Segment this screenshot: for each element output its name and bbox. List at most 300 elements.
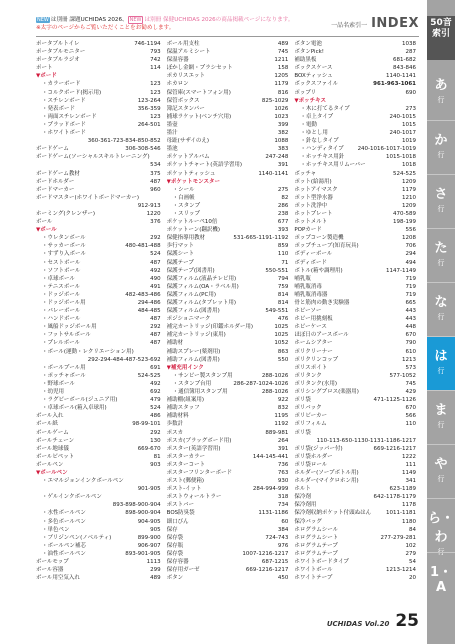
entry-pages: 889-981 bbox=[265, 429, 289, 436]
entry-pages: 904-905 bbox=[137, 518, 161, 525]
sidebar-tab-suffix: 行 bbox=[437, 421, 445, 429]
sidebar-tab-kana: あ bbox=[434, 78, 448, 93]
entry-pages: 961-963-1061 bbox=[373, 81, 417, 88]
sidebar-tab-kana: や bbox=[434, 457, 448, 472]
entry-pages: 724-743 bbox=[265, 534, 289, 541]
entry-pages: 393 bbox=[277, 227, 289, 234]
entry-pages: 976 bbox=[277, 542, 289, 549]
index-entry bbox=[36, 356, 161, 364]
entry-name: ポリ袋(ジッパー付) bbox=[294, 445, 343, 452]
index-title: INDEX bbox=[371, 16, 419, 31]
index-entry bbox=[167, 129, 289, 137]
entry-pages: 292-294-484-487-523-692 bbox=[87, 356, 161, 363]
entry-name: 保湿容器 bbox=[166, 57, 189, 64]
entry-name: 保温アルミシート bbox=[166, 49, 211, 56]
index-entry bbox=[294, 534, 416, 542]
entry-name: ポリタンク bbox=[294, 372, 322, 379]
entry-name: ボディーボール bbox=[294, 251, 333, 258]
index-section-heading bbox=[167, 178, 289, 186]
entry-name: 保存 bbox=[166, 526, 178, 533]
entry-pages: 240-1017 bbox=[389, 130, 417, 137]
index-entry bbox=[36, 299, 161, 307]
entry-pages: 81 bbox=[153, 453, 161, 460]
entry-pages: 279 bbox=[405, 550, 417, 557]
entry-name: 保冷剤収納ポケット付頭ぬはん bbox=[294, 510, 372, 517]
entry-pages: 745 bbox=[277, 49, 289, 56]
entry-pages: 448 bbox=[405, 324, 417, 331]
entry-pages: 794 bbox=[277, 275, 289, 282]
entry-pages: 670 bbox=[405, 405, 417, 412]
entry-name: 細口びん bbox=[166, 518, 189, 525]
entry-name: BOXティッシュ bbox=[294, 73, 333, 80]
entry-name: ・水性ボールペン bbox=[42, 510, 86, 517]
index-entry bbox=[294, 558, 416, 566]
entry-pages: 669-670 bbox=[137, 445, 161, 452]
index-entry bbox=[167, 145, 289, 153]
index-entry bbox=[36, 437, 161, 445]
sidebar-tab-suffix: 行 bbox=[437, 96, 445, 104]
entry-name: 保存瓶 bbox=[166, 542, 184, 549]
index-entry bbox=[36, 113, 161, 121]
index-entry bbox=[167, 534, 289, 542]
entry-name: ポリフィルム bbox=[294, 421, 327, 428]
entry-name: ホログラムテープ bbox=[294, 550, 338, 557]
entry-name: ポリシングプロス(楽器用) bbox=[294, 389, 359, 396]
entry-name: ホビー用挑刻板 bbox=[294, 316, 333, 323]
entry-pages: 825-1029 bbox=[261, 97, 289, 104]
index-entry bbox=[294, 283, 416, 291]
index-section-heading bbox=[36, 226, 161, 234]
index-entry bbox=[36, 404, 161, 412]
entry-pages: 922 bbox=[277, 397, 289, 404]
index-entry bbox=[294, 178, 416, 186]
entry-name: ・卓球ボール(箱入卓球用) bbox=[42, 405, 107, 412]
index-entry bbox=[167, 259, 289, 267]
entry-name: ホカロン bbox=[166, 81, 189, 88]
index-entry bbox=[167, 339, 289, 347]
index-entry bbox=[36, 372, 161, 380]
index-entry bbox=[294, 348, 416, 356]
entry-pages: 1019 bbox=[402, 138, 417, 145]
index-entry bbox=[294, 161, 416, 169]
entry-pages: 287 bbox=[405, 49, 417, 56]
entry-name: ボール地球儀 bbox=[36, 445, 69, 452]
entry-name: ・単色ペン bbox=[42, 526, 70, 533]
index-entry bbox=[167, 493, 289, 501]
entry-name: BOS防臭袋 bbox=[166, 510, 195, 517]
entry-name: ホットメルト bbox=[294, 219, 328, 226]
sidebar-tab[interactable] bbox=[427, 552, 455, 606]
entry-name: ホビーソー bbox=[294, 308, 322, 315]
entry-name: ・フットサルボール bbox=[42, 332, 91, 339]
entry-name: ・電動 bbox=[300, 121, 317, 128]
index-entry bbox=[167, 105, 289, 113]
entry-pages: 566 bbox=[405, 413, 417, 420]
entry-pages: 318 bbox=[277, 494, 289, 501]
index-entry bbox=[167, 404, 289, 412]
entry-pages: 642-1178-1179 bbox=[373, 494, 417, 501]
entry-pages: 375 bbox=[150, 170, 161, 177]
entry-name: ポリ袋 bbox=[294, 429, 311, 436]
entry-name: ・ボールプール用 bbox=[42, 364, 86, 371]
entry-name: 保冷剤 bbox=[294, 494, 311, 501]
entry-pages: 341 bbox=[405, 478, 417, 485]
index-entry bbox=[36, 339, 161, 347]
sidebar-tab[interactable] bbox=[427, 336, 455, 390]
entry-pages: 484-485 bbox=[137, 308, 161, 315]
entry-pages: 1208 bbox=[402, 235, 417, 242]
index-entry bbox=[167, 291, 289, 299]
entry-name: ・スチレンボード bbox=[42, 97, 86, 104]
index-entry bbox=[167, 526, 289, 534]
index-entry bbox=[294, 299, 416, 307]
index-entry bbox=[167, 477, 289, 485]
entry-name: ポリスポイト bbox=[294, 364, 328, 371]
index-entry bbox=[167, 445, 289, 453]
index-entry bbox=[294, 461, 416, 469]
index-section-heading bbox=[167, 364, 289, 372]
entry-name: ホログラムシート bbox=[294, 534, 339, 541]
index-entry bbox=[167, 250, 289, 258]
entry-pages: 399 bbox=[277, 121, 289, 128]
index-entry bbox=[36, 534, 161, 542]
index-entry bbox=[36, 210, 161, 218]
entry-name: ポリタンク(水用) bbox=[294, 380, 338, 387]
index-entry bbox=[167, 356, 289, 364]
entry-name: ボール bbox=[36, 219, 53, 226]
entry-name: ポケットチャート(英語学習用) bbox=[166, 162, 243, 169]
entry-name: ・卓上タイプ bbox=[300, 113, 334, 120]
entry-name: 保護フィルム(OA・ラベル用) bbox=[166, 283, 239, 290]
index-entry bbox=[167, 437, 289, 445]
entry-pages: 814 bbox=[277, 291, 289, 298]
entry-pages: 294 bbox=[405, 251, 417, 258]
sidebar-tab-suffix: 行 bbox=[437, 259, 445, 267]
catalog-brand: UCHIDAS Vol.20 bbox=[326, 620, 390, 628]
entry-pages: 1007-1216-1217 bbox=[242, 550, 289, 557]
entry-name: ・ポッチャボール bbox=[42, 372, 86, 379]
entry-pages: 1026 bbox=[274, 105, 289, 112]
entry-pages: 577-1052 bbox=[389, 372, 417, 379]
entry-name: ・油性ボールペン bbox=[42, 550, 86, 557]
entry-name: ポリ袋ロール bbox=[294, 461, 328, 468]
entry-pages: 123-264 bbox=[137, 97, 161, 104]
index-entry bbox=[36, 89, 161, 97]
entry-pages: 1131-1186 bbox=[258, 510, 289, 517]
entry-pages: 719 bbox=[405, 275, 417, 282]
entry-pages: 238 bbox=[277, 210, 289, 217]
entry-name: 歩行マット bbox=[166, 243, 194, 250]
entry-pages: 114 bbox=[150, 65, 161, 72]
entry-name: ・セストボール bbox=[42, 259, 81, 266]
index-entry bbox=[36, 267, 161, 275]
index-entry bbox=[167, 509, 289, 517]
entry-pages: 1088 bbox=[274, 138, 289, 145]
entry-pages: 1140-1141 bbox=[258, 170, 289, 177]
entry-name: 簿記スタンパー bbox=[166, 105, 205, 112]
index-entry bbox=[36, 178, 161, 186]
sidebar-tab-kana: さ bbox=[434, 187, 448, 202]
index-entry bbox=[294, 574, 416, 582]
entry-name: ・ハンドボール bbox=[42, 316, 81, 323]
index-entry bbox=[294, 372, 416, 380]
entry-name: 保冷バッグ bbox=[294, 518, 322, 525]
entry-name: 捕球ラケット(ベンチ穴用) bbox=[166, 113, 232, 120]
index-entry bbox=[167, 56, 289, 64]
entry-name: ポップコーン製造機 bbox=[294, 235, 344, 242]
entry-pages: 550 bbox=[277, 356, 289, 363]
index-entry bbox=[36, 40, 161, 48]
index-entry bbox=[36, 501, 161, 509]
entry-name: ホットアイマスク bbox=[294, 186, 338, 193]
badge-new-a: NEW bbox=[37, 17, 49, 23]
entry-pages: 960 bbox=[150, 186, 161, 193]
index-entry bbox=[167, 267, 289, 275]
entry-pages: 550-551 bbox=[265, 267, 289, 274]
index-entry bbox=[36, 186, 161, 194]
entry-pages: 391 bbox=[277, 445, 289, 452]
sidebar-tab[interactable] bbox=[427, 444, 455, 498]
entry-pages: 384 bbox=[277, 526, 289, 533]
index-entry bbox=[167, 161, 289, 169]
entry-pages: 1025 bbox=[274, 324, 289, 331]
entry-pages: 82 bbox=[281, 194, 289, 201]
index-entry bbox=[294, 202, 416, 210]
entry-name: ・テニスボール bbox=[42, 283, 81, 290]
entry-pages: 306-308-546 bbox=[125, 146, 161, 153]
entry-pages: 292 bbox=[150, 324, 161, 331]
entry-name: ・卓球ボール bbox=[42, 275, 75, 282]
entry-pages: 110 bbox=[277, 251, 289, 258]
index-entry bbox=[36, 145, 161, 153]
entry-pages: 288-1026 bbox=[261, 372, 289, 379]
entry-name: 墨汁 bbox=[166, 130, 178, 137]
entry-pages: 524-525 bbox=[137, 372, 161, 379]
entry-name: 保存袋 bbox=[166, 550, 184, 557]
entry-name: ボールモップ bbox=[36, 559, 69, 565]
sidebar-tab-suffix: 行 bbox=[437, 548, 445, 556]
entry-name: ・スタンプ台用 bbox=[172, 380, 212, 387]
index-entry bbox=[36, 202, 161, 210]
entry-pages: 198-199 bbox=[393, 219, 417, 226]
entry-pages: 1178 bbox=[402, 502, 417, 509]
index-entry bbox=[294, 145, 416, 153]
index-entry bbox=[294, 113, 416, 121]
index-entry bbox=[36, 558, 161, 566]
sidebar-tab[interactable] bbox=[427, 66, 455, 120]
index-entry bbox=[36, 453, 161, 461]
index-entry bbox=[294, 218, 416, 226]
entry-name: ボードマスター(ホワイトボードマーカー) bbox=[36, 194, 140, 201]
sidebar-tab[interactable] bbox=[427, 228, 455, 282]
entry-pages: 690 bbox=[405, 89, 417, 96]
index-entry bbox=[36, 429, 161, 437]
entry-pages: 487 bbox=[150, 316, 161, 323]
entry-name: ・ホッチキス用針 bbox=[300, 154, 345, 161]
entry-name: ボードゲーム bbox=[36, 146, 69, 153]
entry-name: ・サンビー製スタンプ用 bbox=[172, 372, 233, 379]
entry-name: 保護フィルム(図書用) bbox=[166, 308, 220, 315]
sidebar-tab[interactable] bbox=[427, 174, 455, 228]
index-entry bbox=[36, 97, 161, 105]
entry-pages: 898-900-904 bbox=[125, 510, 161, 517]
entry-pages: 277-279-281 bbox=[380, 534, 417, 541]
index-entry bbox=[36, 259, 161, 267]
index-entry bbox=[294, 364, 416, 372]
index-entry bbox=[294, 380, 416, 388]
index-column-3 bbox=[291, 40, 419, 607]
sidebar-tab[interactable] bbox=[427, 282, 455, 336]
index-entry bbox=[294, 242, 416, 250]
index-entry bbox=[36, 153, 161, 161]
entry-pages: 912-913 bbox=[137, 202, 161, 209]
index-entry bbox=[167, 97, 289, 105]
entry-name: ポケットーン(翻訳機) bbox=[166, 227, 221, 234]
index-entry bbox=[167, 412, 289, 420]
entry-name: ・両面スチレンボード bbox=[42, 113, 97, 120]
entry-name: 保護テープ(図書用) bbox=[166, 267, 215, 274]
entry-name: ・コルクボード(掲示用) bbox=[42, 89, 102, 96]
entry-pages: 1015 bbox=[402, 121, 417, 128]
entry-name: ポスターコート bbox=[166, 461, 206, 468]
index-entry bbox=[294, 485, 416, 493]
index-entry bbox=[294, 291, 416, 299]
sidebar-tab-suffix: 行 bbox=[437, 367, 445, 375]
entry-pages: 470-589 bbox=[393, 210, 417, 217]
index-entry bbox=[294, 105, 416, 113]
entry-name: ポリビーカー bbox=[294, 413, 328, 420]
entry-pages: 376 bbox=[150, 219, 161, 226]
entry-name: ポータブルラジオ bbox=[36, 57, 80, 64]
header-note bbox=[36, 16, 293, 32]
entry-pages: 893-901-905 bbox=[125, 550, 161, 557]
index-entry bbox=[294, 186, 416, 194]
entry-pages: 54 bbox=[409, 559, 417, 565]
index-entry bbox=[167, 429, 289, 437]
entry-pages: 286 bbox=[277, 202, 289, 209]
entry-pages: 524-525 bbox=[393, 170, 417, 177]
index-entry bbox=[36, 396, 161, 404]
entry-name: 補助フィルム(図書用) bbox=[166, 356, 220, 363]
entry-pages bbox=[159, 129, 161, 137]
entry-pages: 1023 bbox=[274, 113, 289, 120]
index-entry bbox=[36, 161, 161, 169]
index-entry bbox=[36, 250, 161, 258]
entry-pages: 745 bbox=[405, 380, 417, 387]
entry-pages: 284-994-999 bbox=[252, 486, 289, 493]
entry-pages: 471-1125-1126 bbox=[373, 397, 417, 404]
entry-pages: 1180 bbox=[402, 518, 417, 525]
entry-pages: 240-1015 bbox=[389, 113, 417, 120]
entry-pages: 247-248 bbox=[265, 154, 289, 161]
index-entry bbox=[36, 291, 161, 299]
entry-pages: 549-551 bbox=[265, 308, 289, 315]
entry-pages: 144-145-441 bbox=[252, 453, 289, 460]
index-section-heading bbox=[294, 97, 416, 105]
index-entry bbox=[294, 429, 416, 437]
sidebar-tab[interactable] bbox=[427, 498, 455, 556]
index-entry bbox=[294, 493, 416, 501]
index-entry bbox=[167, 275, 289, 283]
index-entry bbox=[167, 469, 289, 477]
index-entry bbox=[167, 64, 289, 72]
index-entry bbox=[167, 121, 289, 129]
entry-pages: 286-287-1024-1026 bbox=[233, 380, 289, 387]
index-entry bbox=[167, 461, 289, 469]
entry-pages bbox=[159, 194, 161, 202]
index-columns bbox=[36, 40, 419, 607]
entry-name: 保護シート bbox=[166, 251, 195, 258]
entry-name: ポット洗浄中 bbox=[294, 202, 328, 209]
index-sidebar bbox=[427, 0, 455, 644]
index-entry bbox=[36, 566, 161, 574]
entry-name: ボール用空気入れ bbox=[36, 575, 80, 582]
index-entry bbox=[167, 242, 289, 250]
entry-pages: 706 bbox=[405, 243, 417, 250]
sidebar-tab-kana: 1・A bbox=[429, 565, 453, 595]
entry-name: ボードゲーム(ソーシャルスキルトレーニング) bbox=[36, 154, 150, 161]
entry-pages: 443 bbox=[405, 316, 417, 323]
index-entry bbox=[294, 469, 416, 477]
entry-pages: 292 bbox=[150, 235, 161, 242]
entry-name: ・ブリジンペン(ノベルティ) bbox=[42, 534, 112, 541]
entry-pages: 299 bbox=[150, 567, 161, 574]
entry-pages: 264-501 bbox=[137, 121, 161, 128]
sidebar-tab[interactable] bbox=[427, 390, 455, 444]
entry-pages: 1209 bbox=[402, 178, 417, 185]
index-entry bbox=[36, 315, 161, 323]
entry-name: ポスターフリンターボード bbox=[166, 469, 232, 476]
entry-pages: 1179 bbox=[274, 81, 289, 88]
entry-pages: 486 bbox=[150, 413, 161, 420]
index-column-2 bbox=[164, 40, 292, 607]
entry-name: 保管ボックス bbox=[166, 97, 200, 104]
index-entry bbox=[36, 275, 161, 283]
entry-pages: 1113 bbox=[146, 559, 161, 565]
entry-pages: 906-907 bbox=[137, 542, 161, 549]
index-entry bbox=[36, 129, 161, 137]
entry-pages: 450 bbox=[277, 575, 289, 582]
entry-name: ボタン電池 bbox=[294, 41, 322, 47]
entry-name: ・ドッジボール bbox=[42, 291, 81, 298]
note-line-2: ※太字のページからご覧いただくことをお勧めします。 bbox=[36, 25, 175, 31]
entry-pages: 476 bbox=[277, 316, 289, 323]
entry-name: ぼかし金網・プラシセット bbox=[166, 65, 233, 72]
entry-name: POPカード bbox=[294, 227, 322, 234]
index-entry bbox=[36, 364, 161, 372]
entry-pages: 1015-1018 bbox=[386, 154, 417, 161]
entry-pages: 98-99-101 bbox=[132, 421, 161, 428]
entry-name: ポリバック bbox=[294, 405, 322, 412]
entry-pages: 487 bbox=[150, 178, 161, 185]
entry-name: ポット型浄水器 bbox=[294, 194, 333, 201]
entry-name: ・木に打てるタイプ bbox=[300, 105, 350, 112]
entry-pages: 60 bbox=[281, 518, 289, 525]
entry-pages: 534 bbox=[150, 162, 161, 169]
entry-pages: 492 bbox=[150, 267, 161, 274]
sidebar-tab[interactable] bbox=[427, 120, 455, 174]
entry-name: ボードホルダー bbox=[36, 178, 75, 185]
index-column-1 bbox=[36, 40, 164, 607]
entry-name: ホーミング(クレンザー) bbox=[36, 210, 96, 217]
index-entry bbox=[294, 331, 416, 339]
entry-name: ポート bbox=[36, 65, 53, 72]
index-entry bbox=[36, 380, 161, 388]
index-entry bbox=[294, 226, 416, 234]
entry-name: ▼ボールペン bbox=[36, 469, 68, 476]
index-entry bbox=[36, 574, 161, 582]
entry-pages: 275 bbox=[277, 186, 289, 193]
